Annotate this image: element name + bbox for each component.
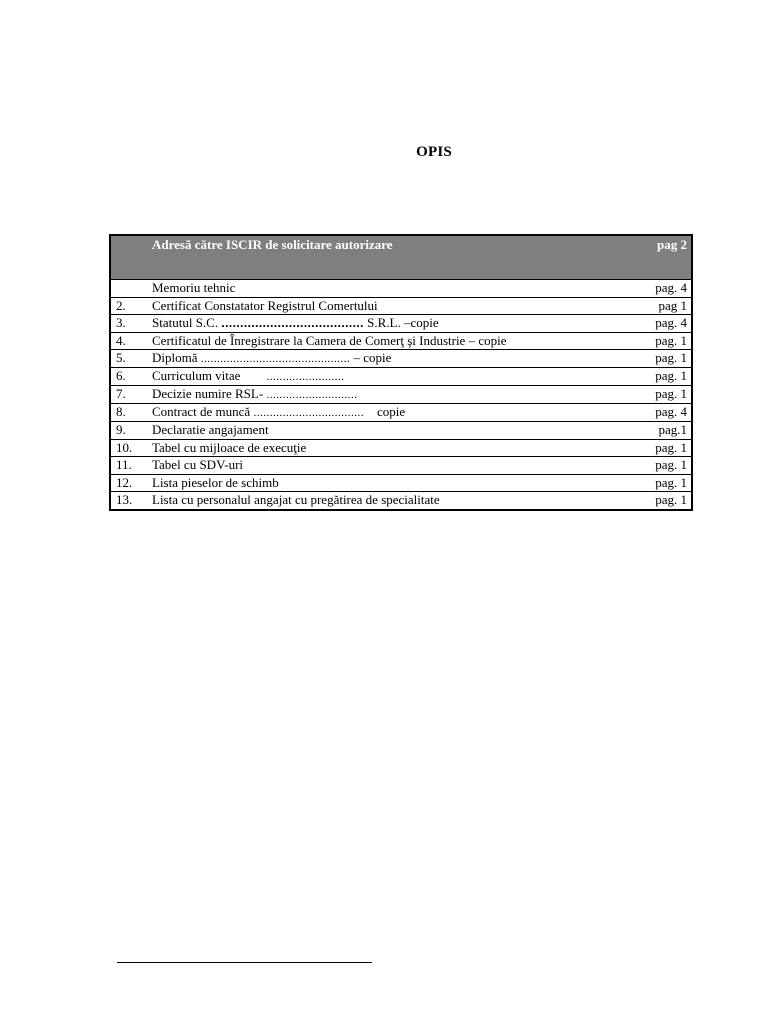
row-page: pag. 1: [623, 350, 692, 368]
row-number: 2.: [110, 297, 148, 315]
footnote-separator: [117, 962, 372, 963]
opis-table: [109, 234, 693, 511]
header-page: pag 2: [623, 235, 692, 280]
row-number: 9.: [110, 422, 148, 440]
table-row: [110, 404, 692, 422]
row-page: pag. 1: [623, 439, 692, 457]
table-row: [110, 474, 692, 492]
table-row: [110, 368, 692, 386]
row-number: 6.: [110, 368, 148, 386]
row-page: pag. 1: [623, 332, 692, 350]
row-label: Memoriu tehnic: [148, 280, 623, 298]
row-page: pag. 4: [623, 280, 692, 298]
row-number: [110, 280, 148, 298]
table-row: [110, 297, 692, 315]
table-row: [110, 422, 692, 440]
table-row: [110, 280, 692, 298]
table-row: [110, 386, 692, 404]
header-label: Adresă către ISCIR de solicitare autorizare: [148, 235, 623, 280]
row-page: pag 1: [623, 297, 692, 315]
header-num-cell: [110, 235, 148, 280]
row-label: Decizie numire RSL- ............................: [148, 386, 623, 404]
table-row: [110, 457, 692, 475]
row-number: 5.: [110, 350, 148, 368]
row-page: pag. 4: [623, 315, 692, 333]
row-number: 12.: [110, 474, 148, 492]
row-label: Lista cu personalul angajat cu pregătirea de specialitate: [148, 492, 623, 510]
row-number: 8.: [110, 404, 148, 422]
row-page: pag.1: [623, 422, 692, 440]
table-row: [110, 332, 692, 350]
row-label: Statutul S.C. ...................................... S.R.L. –copie: [148, 315, 623, 333]
row-label: Contract de muncă .................................. copie: [148, 404, 623, 422]
row-number: 10.: [110, 439, 148, 457]
table-header-row: [110, 235, 692, 280]
table-row: [110, 492, 692, 510]
row-label: Tabel cu mijloace de execuţie: [148, 439, 623, 457]
row-number: 4.: [110, 332, 148, 350]
row-label: Tabel cu SDV-uri: [148, 457, 623, 475]
row-page: pag. 1: [623, 474, 692, 492]
row-number: 3.: [110, 315, 148, 333]
row-page: pag. 1: [623, 457, 692, 475]
row-number: 13.: [110, 492, 148, 510]
row-label: Declaratie angajament: [148, 422, 623, 440]
row-page: pag. 4: [623, 404, 692, 422]
row-number: 11.: [110, 457, 148, 475]
row-page: pag. 1: [623, 386, 692, 404]
row-label: Curriculum vitae ........................: [148, 368, 623, 386]
row-label: Certificat Constatator Registrul Comertului: [148, 297, 623, 315]
row-page: pag. 1: [623, 368, 692, 386]
row-label: Diplomă .............................................. – copie: [148, 350, 623, 368]
table-row: [110, 315, 692, 333]
table-row: [110, 439, 692, 457]
row-number: 7.: [110, 386, 148, 404]
table-row: [110, 350, 692, 368]
document-title: OPIS: [416, 144, 452, 160]
row-label: Lista pieselor de schimb: [148, 474, 623, 492]
row-label: Certificatul de Înregistrare la Camera de Comerţ şi Industrie – copie: [148, 332, 623, 350]
row-page: pag. 1: [623, 492, 692, 510]
